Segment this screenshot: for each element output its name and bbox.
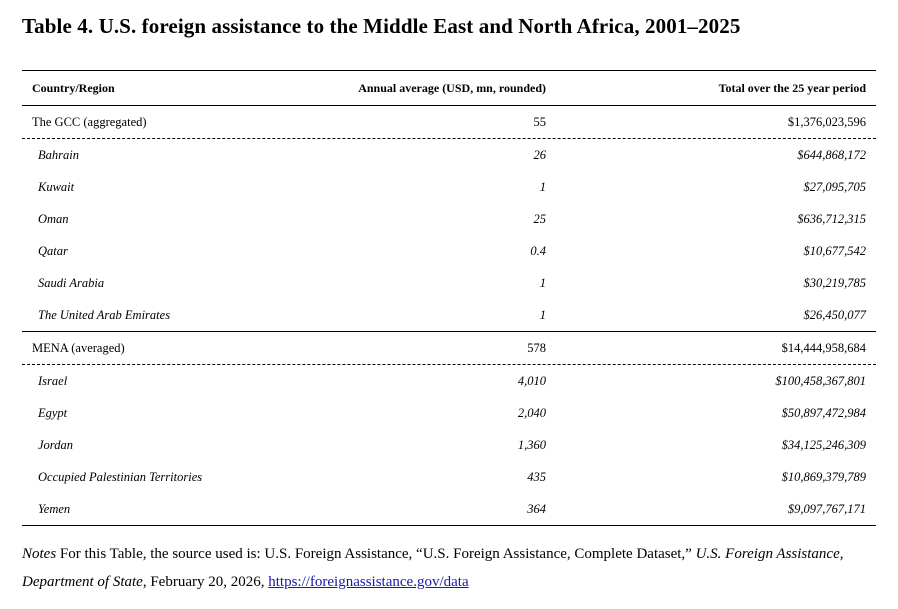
country-total: $636,712,315: [797, 211, 866, 226]
table-row: [22, 397, 876, 429]
country-average: 1: [539, 307, 546, 322]
country-total: $100,458,367,801: [775, 373, 866, 388]
header-country: Country/Region: [32, 80, 115, 95]
group-row-gcc: [22, 105, 876, 138]
country-name: Qatar: [38, 243, 68, 258]
country-name: Yemen: [38, 501, 71, 516]
country-average: 1,360: [517, 437, 546, 452]
country-average: 0.4: [530, 243, 546, 258]
source-link[interactable]: https://foreignassistance.gov/data: [268, 574, 469, 590]
group-average: 55: [533, 114, 546, 129]
country-name: Oman: [38, 211, 69, 226]
header-total: Total over the 25 year period: [718, 80, 866, 95]
notes-lead: Notes: [22, 546, 57, 562]
assistance-table: [22, 70, 876, 526]
table-row: [22, 299, 876, 331]
country-average: 364: [527, 501, 546, 516]
table-title: Table 4. U.S. foreign assistance to the Middle East and North Africa, 2001–2025: [22, 14, 741, 38]
country-average: 25: [533, 211, 546, 226]
country-total: $30,219,785: [803, 275, 866, 290]
table-row: [22, 364, 876, 397]
country-name: Israel: [38, 373, 68, 388]
group-name: MENA (averaged): [32, 340, 125, 355]
country-average: 2,040: [517, 405, 546, 420]
header-average: Annual average (USD, mn, rounded): [358, 80, 546, 95]
table-row: [22, 138, 876, 171]
table-bottom-rule: [22, 525, 876, 526]
table-row: [22, 235, 876, 267]
notes-source: U.S. Foreign Assistance, Department of State: [22, 546, 844, 590]
country-total: $26,450,077: [803, 307, 866, 322]
country-average: 1: [539, 179, 546, 194]
country-total: $644,868,172: [797, 147, 866, 162]
country-total: $10,869,379,789: [781, 469, 866, 484]
group-name: The GCC (aggregated): [32, 114, 147, 129]
country-average: 435: [527, 469, 546, 484]
country-total: $34,125,246,309: [781, 437, 866, 452]
country-name: Jordan: [38, 437, 73, 452]
table-header-row: [22, 70, 876, 105]
country-average: 4,010: [517, 373, 546, 388]
country-total: $10,677,542: [803, 243, 866, 258]
country-average: 26: [533, 147, 546, 162]
table-row: [22, 493, 876, 525]
group-row-mena: [22, 331, 876, 364]
table-row: [22, 267, 876, 299]
table-row: [22, 429, 876, 461]
table-row: [22, 203, 876, 235]
country-average: 1: [539, 275, 546, 290]
country-name: Saudi Arabia: [38, 275, 105, 290]
country-name: Egypt: [38, 405, 68, 420]
notes-text: For this Table, the source used is: U.S. Foreign Assistance, “U.S. Foreign Assistance, Complete Dataset,”: [56, 546, 696, 562]
group-average: 578: [527, 340, 546, 355]
country-total: $27,095,705: [803, 179, 866, 194]
country-name: Bahrain: [38, 147, 79, 162]
group-total: $14,444,958,684: [781, 340, 866, 355]
table-notes: [22, 540, 882, 596]
country-total: $9,097,767,171: [787, 501, 866, 516]
country-name: Occupied Palestinian Territories: [38, 469, 203, 484]
country-total: $50,897,472,984: [781, 405, 866, 420]
table-row: [22, 171, 876, 203]
notes-date: , February 20, 2026,: [142, 574, 269, 590]
country-name: The United Arab Emirates: [38, 307, 171, 322]
table-row: [22, 461, 876, 493]
group-total: $1,376,023,596: [787, 114, 866, 129]
country-name: Kuwait: [38, 179, 75, 194]
